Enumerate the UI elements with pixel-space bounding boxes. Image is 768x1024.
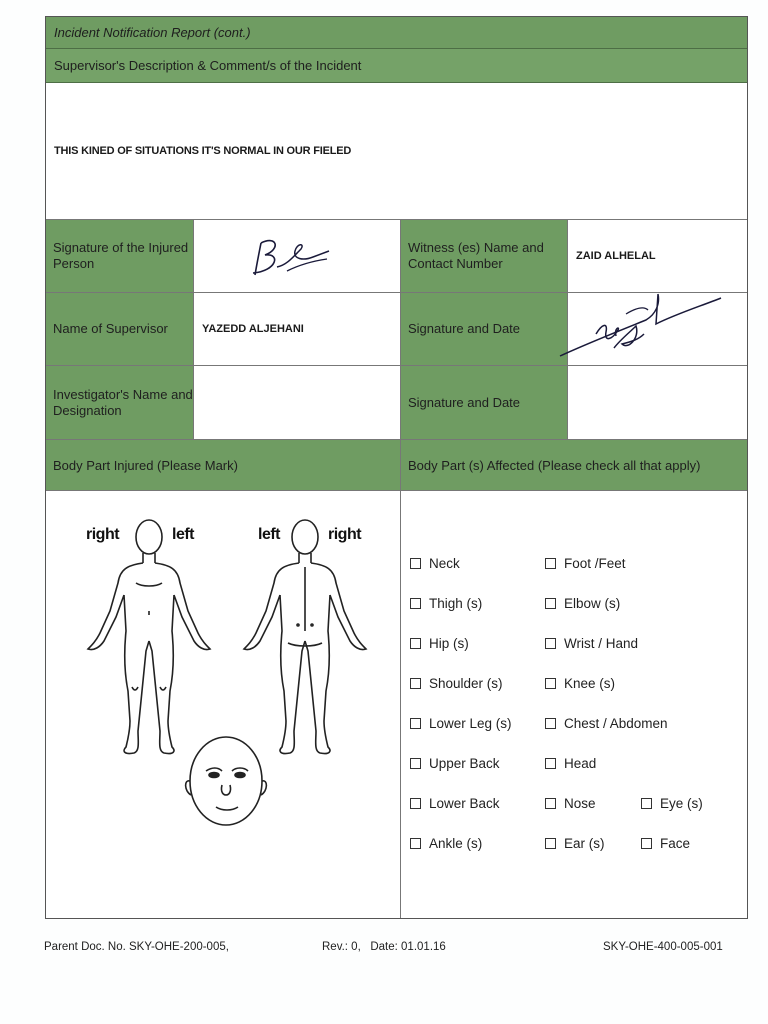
signature-date-label-2: Signature and Date	[401, 366, 568, 440]
body-diagram-area[interactable]	[46, 491, 401, 918]
incident-form	[45, 16, 748, 919]
front-body-figure	[88, 520, 210, 754]
supervisor-label: Name of Supervisor	[46, 293, 194, 366]
checkbox-upper-back[interactable]: Upper Back	[410, 756, 500, 771]
checkbox-thigh[interactable]: Thigh (s)	[410, 596, 482, 611]
witness-label: Witness (es) Name and Contact Number	[401, 220, 568, 293]
back-right-label: right	[328, 526, 362, 543]
comment-text: THIS KINED OF SITUATIONS IT'S NORMAL IN OUR FIELED	[54, 145, 352, 157]
injured-signature-image	[247, 231, 337, 281]
checkbox-wrist[interactable]: Wrist / Hand	[545, 636, 638, 651]
footer-doc-number: SKY-OHE-400-005-001	[603, 941, 723, 953]
supervisor-signature-image	[556, 284, 726, 364]
checkbox-nose[interactable]: Nose	[545, 796, 596, 811]
body-outline-figures	[46, 491, 401, 918]
footer-parent-doc: Parent Doc. No. SKY-OHE-200-005,	[44, 941, 229, 953]
injured-signature-label: Signature of the Injured Person	[46, 220, 194, 293]
comment-box[interactable]	[46, 83, 747, 220]
checkbox-chest[interactable]: Chest / Abdomen	[545, 716, 668, 731]
checkbox-lower-leg[interactable]: Lower Leg (s)	[410, 716, 512, 731]
injured-signature-field[interactable]	[194, 220, 401, 293]
back-left-label: left	[258, 526, 280, 543]
checkbox-head[interactable]: Head	[545, 756, 596, 771]
checkbox-ear[interactable]: Ear (s)	[545, 836, 605, 851]
head-figure	[186, 737, 267, 825]
footer-revision: Rev.: 0, Date: 01.01.16	[322, 941, 446, 953]
checkbox-face[interactable]: Face	[641, 836, 690, 851]
checkbox-shoulder[interactable]: Shoulder (s)	[410, 676, 503, 691]
investigator-value[interactable]	[194, 366, 401, 440]
supervisor-value[interactable]: YAZEDD ALJEHANI	[194, 293, 401, 366]
section-header: Supervisor's Description & Comment/s of the Incident	[46, 49, 747, 83]
report-title: Incident Notification Report (cont.)	[46, 17, 747, 49]
back-body-figure	[244, 520, 366, 754]
front-left-label: left	[172, 526, 194, 543]
investigator-signature-field[interactable]	[568, 366, 747, 440]
checkbox-lower-back[interactable]: Lower Back	[410, 796, 500, 811]
checkbox-eye[interactable]: Eye (s)	[641, 796, 703, 811]
witness-value[interactable]: ZAID ALHELAL	[568, 220, 747, 293]
body-part-injured-header: Body Part Injured (Please Mark)	[46, 440, 401, 491]
checkbox-ankle[interactable]: Ankle (s)	[410, 836, 482, 851]
investigator-label: Investigator's Name and Designation	[46, 366, 194, 440]
checkbox-elbow[interactable]: Elbow (s)	[545, 596, 620, 611]
checkbox-neck[interactable]: Neck	[410, 556, 460, 571]
signature-date-label-1: Signature and Date	[401, 293, 568, 366]
body-part-checklist	[401, 491, 747, 918]
checkbox-hip[interactable]: Hip (s)	[410, 636, 469, 651]
front-right-label: right	[86, 526, 120, 543]
checkbox-foot[interactable]: Foot /Feet	[545, 556, 626, 571]
body-part-affected-header: Body Part (s) Affected (Please check all that apply)	[401, 440, 747, 491]
checkbox-knee[interactable]: Knee (s)	[545, 676, 615, 691]
supervisor-signature-field[interactable]	[568, 293, 747, 366]
